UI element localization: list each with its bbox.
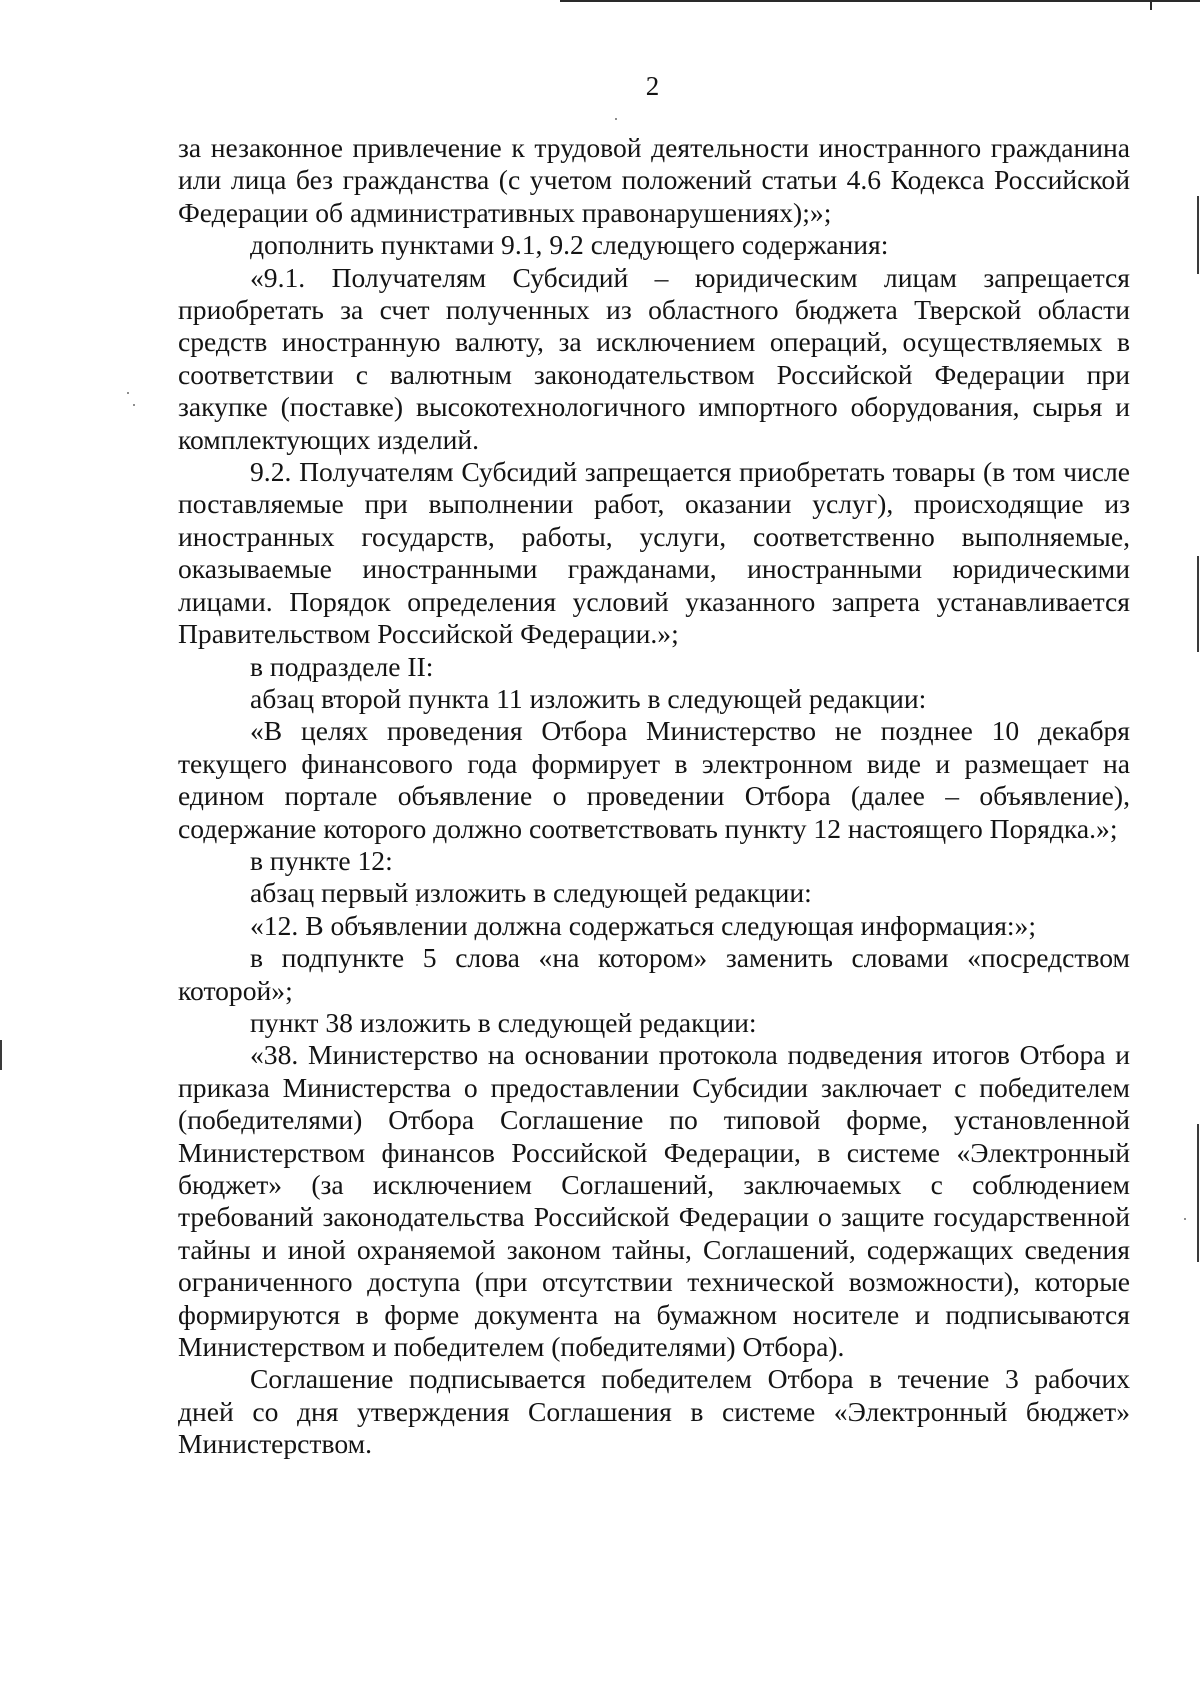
scan-border-tick — [1150, 0, 1152, 10]
paragraph: в подпункте 5 слова «на котором» заменить словами «посредством которой»; — [178, 942, 1130, 1006]
scan-border-right-mark — [1197, 1124, 1199, 1262]
paragraph: пункт 38 изложить в следующей редакции: — [250, 1006, 757, 1038]
paragraph: «38. Министерство на основании протокола подведения итогов Отбора и приказа Министерства о предоставлении Субсидии заключает с победителем (победителями) Отбора Соглашение по типовой форме, установленной Министерством финансов Российской Федерации, в системе «Электронный бюджет» (за исключением Соглашений, заключаемых с соблюдением требований законодательства Российской Федерации о защите государственной тайны и иной охраняемой законом тайны, Соглашений, содержащих сведения ограниченного доступа (при отсутствии технической возможности), которые формируются в форме документа на бумажном носителе и подписываются Министерством и победителем (победителями) Отбора). — [178, 1039, 1130, 1363]
scan-speck — [133, 404, 135, 406]
scan-speck — [1184, 1218, 1186, 1220]
scan-speck — [615, 118, 617, 120]
scan-border-right-mark — [1197, 556, 1199, 652]
paragraph: «12. В объявлении должна содержаться следующая информация:»; — [250, 909, 1037, 941]
paragraph: в пункте 12: — [250, 844, 393, 876]
paragraph: 9.2. Получателям Субсидий запрещается приобретать товары (в том числе поставляемые при выполнении работ, оказании услуг), происходящие из иностранных государств, работы, услуги, соответственно выполняемые, оказываемые иностранными гражданами, иностранными юридическими лицами. Порядок определения условий указанного запрета устанавливается Правительством Российской Федерации.»; — [178, 456, 1130, 650]
paragraph: «В целях проведения Отбора Министерство не позднее 10 декабря текущего финансового года формирует в электронном виде и размещает на едином портале объявление о проведении Отбора (далее – объявление), содержание которого должно соответствовать пункту 12 настоящего Порядка.»; — [178, 715, 1130, 844]
paragraph: Соглашение подписывается победителем Отбора в течение 3 рабочих дней со дня утверждения Соглашения в системе «Электронный бюджет» Министерством. — [178, 1363, 1130, 1460]
scan-speck — [127, 392, 129, 394]
page-number: 2 — [645, 71, 660, 101]
paragraph: за незаконное привлечение к трудовой деятельности иностранного гражданина или лица без гражданства (с учетом положений статьи 4.6 Кодекса Российской Федерации об административных правонарушениях);»; — [178, 132, 1130, 228]
scan-border-top — [560, 0, 1200, 2]
scan-border-left-mark — [0, 1040, 2, 1070]
paragraph: «9.1. Получателям Субсидий – юридическим лицам запрещается приобретать за счет полученных из областного бюджета Тверской области средств иностранную валюту, за исключением операций, осуществляемых в соответствии с валютным законодательством Российской Федерации при закупке (поставке) высокотехнологичного импортного оборудования, сырья и комплектующих изделий. — [178, 261, 1130, 455]
document-body — [178, 132, 1130, 1461]
paragraph: в подразделе II: — [250, 650, 434, 682]
paragraph: дополнить пунктами 9.1, 9.2 следующего содержания: — [250, 229, 889, 261]
paragraph: абзац второй пункта 11 изложить в следующей редакции: — [250, 682, 927, 714]
paragraph: абзац первый изложить в следующей редакции: — [250, 877, 812, 909]
scan-border-right-mark — [1197, 196, 1199, 274]
